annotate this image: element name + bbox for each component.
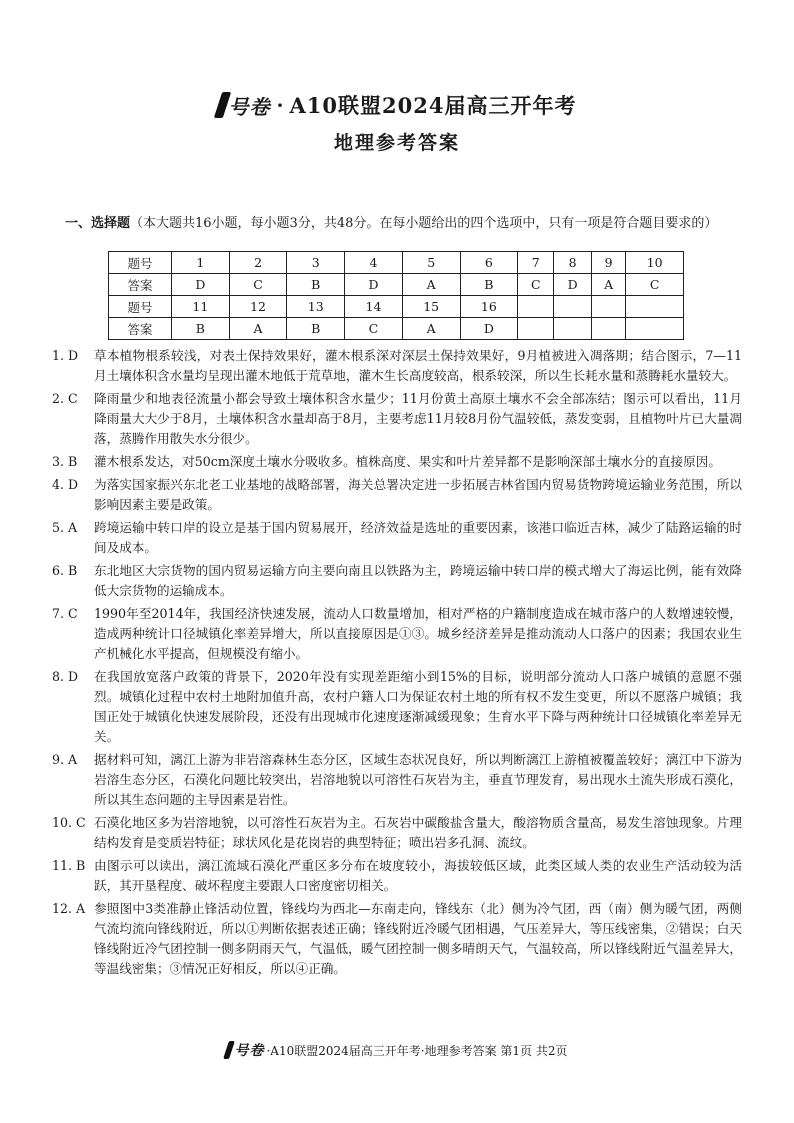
table-cell — [591, 318, 625, 340]
list-item — [52, 475, 742, 515]
table-cell: 13 — [287, 296, 345, 318]
table-cell: D — [345, 274, 403, 296]
brand-logo — [218, 91, 271, 120]
item-text: 跨境运输中转口岸的设立是基于国内贸易展开，经济效益是选址的重要因素，该港口临近吉林，减少了陆路运输的时间及成本。 — [94, 520, 742, 555]
document-header — [0, 88, 794, 155]
row-label: 答案 — [109, 318, 172, 340]
item-number: 6. B — [52, 563, 78, 578]
footer-logo-text: 号卷 — [234, 1043, 265, 1059]
table-cell: A — [402, 274, 460, 296]
table-cell — [591, 296, 625, 318]
table-cell — [518, 296, 554, 318]
table-cell: 1 — [172, 252, 230, 274]
list-item — [52, 856, 742, 896]
page-footer — [0, 1040, 794, 1060]
item-text: 在我国放宽落户政策的背景下，2020年没有实现差距缩小到15%的目标，说明部分流动人口落户城镇的意愿不强烈。城镇化过程中农村土地附加值升高，农村户籍人口为保证农村土地的所有权不发生变更，所以不愿落户城镇；我国正处于城镇化快速发展阶段，还没有出现城市化速度逐渐减缓现象；生育水平下降与两种统计口径城镇化率差异无关。 — [94, 669, 742, 744]
row-label: 答案 — [109, 274, 172, 296]
item-text: 为落实国家振兴东北老工业基地的战略部署，海关总署决定进一步拓展吉林省国内贸易货物跨境运输业务范围，所以影响因素主要是政策。 — [94, 477, 742, 512]
table-cell: A — [402, 318, 460, 340]
item-text: 由图示可以读出，漓江流域石漠化严重区多分布在坡度较小，海拔较低区域，此类区域人类的农业生产活动较为活跃，其开垦程度、破坏程度主要跟人口密度密切相关。 — [94, 858, 742, 893]
list-item — [52, 667, 742, 747]
item-text: 草本植物根系较浅，对表土保持效果好，灌木根系深对深层土保持效果好，9月植被进入凋落期；结合图示，7—11月土壤体积含水量均呈现出灌木地低于荒草地，灌木生长高度较高，根系较深，所以生长耗水量和蒸腾耗水量较大。 — [94, 348, 742, 383]
section-instruction: （本大题共16小题，每小题3分，共48分。在每小题给出的四个选项中，只有一项是符合题目要求的） — [130, 216, 718, 231]
item-text: 灌木根系发达，对50cm深度土壤水分吸收多。植株高度、果实和叶片差异都不是影响深部土壤水分的直接原因。 — [94, 454, 721, 469]
row-label: 题号 — [109, 252, 172, 274]
item-number: 1. D — [52, 348, 79, 363]
list-item — [52, 604, 742, 664]
table-cell: 8 — [554, 252, 592, 274]
table-cell: C — [345, 318, 403, 340]
table-cell: C — [518, 274, 554, 296]
table-cell: 15 — [402, 296, 460, 318]
document-subtitle: 地理参考答案 — [333, 132, 460, 154]
table-cell: C — [626, 274, 684, 296]
table-cell: B — [287, 318, 345, 340]
list-item — [52, 518, 742, 558]
list-item — [52, 899, 742, 979]
list-item — [52, 750, 742, 810]
table-cell: A — [229, 318, 287, 340]
logo-text: 号卷 — [228, 94, 271, 119]
table-row — [109, 318, 684, 340]
table-cell: 16 — [460, 296, 518, 318]
table-cell: 9 — [591, 252, 625, 274]
item-number: 5. A — [52, 520, 78, 535]
table-row — [109, 274, 684, 296]
list-item — [52, 346, 742, 386]
table-cell: 6 — [460, 252, 518, 274]
item-number: 11. B — [52, 858, 86, 873]
table-cell — [626, 296, 684, 318]
item-number: 3. B — [52, 454, 78, 469]
item-text: 降雨量少和地表径流量小都会导致土壤体积含水量少；11月份黄土高原土壤水不会全部冻结；图示可以看出，11月降雨量大大少于8月，土壤体积含水量却高于8月，主要考虑11月较8月份气温较低，蒸发变弱，且植物叶片已大量凋落，蒸腾作用散失水分很少。 — [94, 391, 742, 446]
item-number: 4. D — [52, 477, 79, 492]
list-item — [52, 813, 742, 853]
list-item — [52, 389, 742, 449]
table-row — [109, 296, 684, 318]
table-cell: 10 — [626, 252, 684, 274]
table-cell: 4 — [345, 252, 403, 274]
explanation-list — [52, 346, 742, 982]
footer-text: ·A10联盟2024届高三开年考·地理参考答案 第1页 共2页 — [266, 1043, 568, 1058]
list-item — [52, 452, 742, 472]
table-cell: A — [591, 274, 625, 296]
item-number: 2. C — [52, 391, 78, 406]
item-number: 8. D — [52, 669, 79, 684]
table-cell: D — [460, 318, 518, 340]
table-cell: 14 — [345, 296, 403, 318]
answer-table — [108, 251, 684, 340]
table-cell: 11 — [172, 296, 230, 318]
list-item — [52, 561, 742, 601]
table-cell — [554, 296, 592, 318]
item-text: 石漠化地区多为岩溶地貌，以可溶性石灰岩为主。石灰岩中碳酸盐含量大，酸溶物质含量高，易发生溶蚀现象。片理结构发育是变质岩特征；球状风化是花岗岩的典型特征；喷出岩多孔洞、流纹。 — [94, 815, 742, 850]
item-number: 7. C — [52, 606, 78, 621]
table-cell — [518, 318, 554, 340]
item-text: 据材料可知，漓江上游为非岩溶森林生态分区，区域生态状况良好，所以判断漓江上游植被覆盖较好；漓江中下游为岩溶生态分区，石漠化问题比较突出，岩溶地貌以可溶性石灰岩为主，垂直节理发育，易出现水土流失形成石漠化，所以其生态问题的主导因素是岩性。 — [94, 752, 742, 807]
row-label: 题号 — [109, 296, 172, 318]
section-heading: 一、选择题 — [65, 216, 131, 231]
table-cell: B — [172, 318, 230, 340]
table-cell: B — [460, 274, 518, 296]
item-number: 10. C — [52, 815, 86, 830]
table-cell: D — [172, 274, 230, 296]
item-number: 12. A — [52, 901, 86, 916]
table-cell: 2 — [229, 252, 287, 274]
table-cell: 7 — [518, 252, 554, 274]
title-separator: · — [276, 93, 284, 117]
table-cell — [554, 318, 592, 340]
item-number: 9. A — [52, 752, 78, 767]
table-cell: D — [554, 274, 592, 296]
title-line — [0, 88, 794, 122]
table-cell: 5 — [402, 252, 460, 274]
table-cell: 12 — [229, 296, 287, 318]
table-cell — [626, 318, 684, 340]
table-cell: B — [287, 274, 345, 296]
table-row — [109, 252, 684, 274]
item-text: 1990年至2014年，我国经济快速发展，流动人口数量增加，相对严格的户籍制度造成在城市落户的人数增速较慢，造成两种统计口径城镇化率差异增大，所以直接原因是①③。城乡经济差异是推动流动人口落户的因素；我国农业生产机械化水平提高，但规模没有缩小。 — [94, 606, 742, 661]
table-cell: 3 — [287, 252, 345, 274]
document-title: A10联盟2024届高三开年考 — [289, 93, 577, 118]
item-text: 东北地区大宗货物的国内贸易运输方向主要向南且以铁路为主，跨境运输中转口岸的模式增大了海运比例，能有效降低大宗货物的运输成本。 — [94, 563, 742, 598]
table-cell: C — [229, 274, 287, 296]
item-text: 参照图中3类准静止锋活动位置，锋线均为西北—东南走向，锋线东（北）侧为冷气团，西（南）侧为暖气团，两侧气流均流向锋线附近，所以①判断依据表述正确；锋线附近冷暖气团相遇，气压差异大，等压线密集，②错误；白天锋线附近冷气团控制一侧多阴雨天气，气温低，暖气团控制一侧多晴朗天气，气温较高，所以锋线附近气温差异大，等温线密集；③情况正好相反，所以④正确。 — [94, 901, 742, 976]
section-intro — [65, 214, 735, 234]
